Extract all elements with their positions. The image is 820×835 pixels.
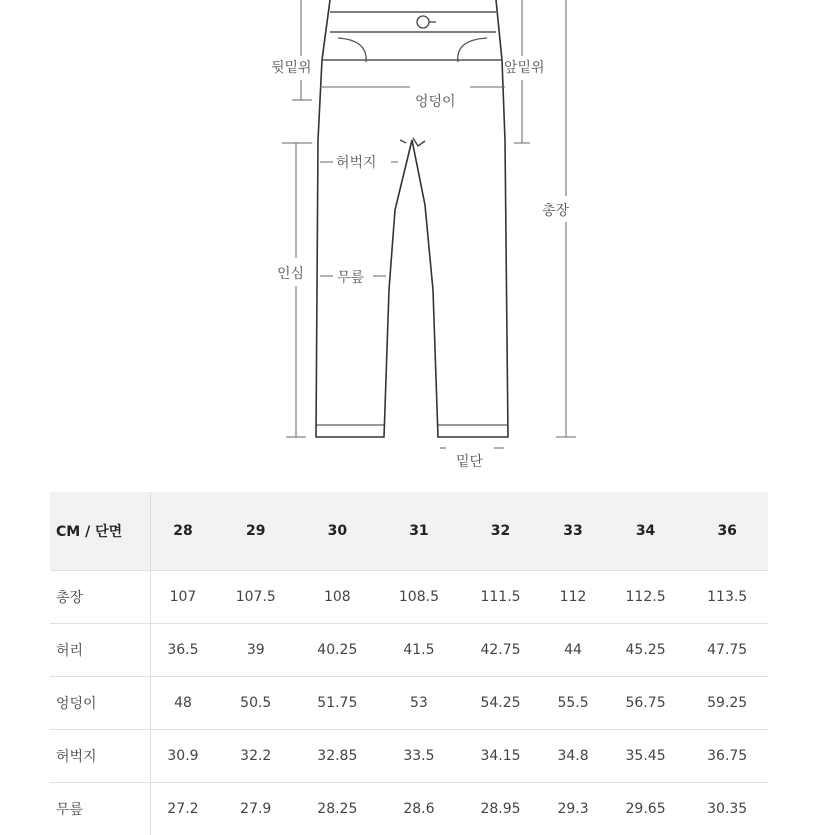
pockets [338,38,487,62]
table-cell: 40.25 [297,624,379,677]
table-cell: 108.5 [378,571,460,624]
table-cell: 28.25 [297,783,379,835]
table-cell: 41.5 [378,624,460,677]
row-label: 총장 [50,571,151,624]
label-back-rise: 뒷밑위 [271,59,312,76]
label-knee: 무릎 [337,270,365,286]
table-row [50,571,768,624]
size-header: 29 [215,492,297,571]
table-cell: 108 [297,571,379,624]
label-thigh: 허벅지 [336,154,377,171]
table-cell: 111.5 [460,571,542,624]
size-header: 31 [378,492,460,571]
pants-outline [316,0,508,437]
table-cell: 27.9 [215,783,297,835]
table-cell: 107 [151,571,215,624]
table-row [50,783,768,835]
table-cell: 45.25 [605,624,687,677]
table-cell: 35.45 [605,730,687,783]
table-cell: 27.2 [151,783,215,835]
table-cell: 32.2 [215,730,297,783]
table-row [50,624,768,677]
table-cell: 33.5 [378,730,460,783]
table-cell: 51.75 [297,677,379,730]
table-cell: 55.5 [541,677,604,730]
label-inseam: 인심 [277,265,304,282]
table-cell: 29.3 [541,783,604,835]
table-cell: 42.75 [460,624,542,677]
table-cell: 112 [541,571,604,624]
table-cell: 56.75 [605,677,687,730]
table-cell: 59.25 [686,677,768,730]
label-front-rise: 앞밑위 [504,59,545,76]
table-row [50,730,768,783]
table-cell: 47.75 [686,624,768,677]
table-cell: 29.65 [605,783,687,835]
table-row [50,677,768,730]
size-header: 33 [541,492,604,571]
size-header: 34 [605,492,687,571]
row-label: 엉덩이 [50,677,151,730]
table-cell: 50.5 [215,677,297,730]
table-cell: 113.5 [686,571,768,624]
table-cell: 30.35 [686,783,768,835]
table-cell: 39 [215,624,297,677]
row-label: 허벅지 [50,730,151,783]
table-cell: 54.25 [460,677,542,730]
size-header: 32 [460,492,542,571]
header-label: CM / 단면 [50,492,151,571]
table-cell: 28.95 [460,783,542,835]
row-label: 무릎 [50,783,151,835]
label-hem: 밑단 [456,453,484,470]
table-cell: 28.6 [378,783,460,835]
size-header: 28 [151,492,215,571]
size-header: 30 [297,492,379,571]
label-total-length: 총장 [542,202,570,219]
table-cell: 30.9 [151,730,215,783]
size-table [50,492,768,835]
table-header-row [50,492,768,571]
size-header: 36 [686,492,768,571]
table-cell: 44 [541,624,604,677]
table-cell: 112.5 [605,571,687,624]
table-cell: 34.15 [460,730,542,783]
table-cell: 48 [151,677,215,730]
table-cell: 36.5 [151,624,215,677]
row-label: 허리 [50,624,151,677]
label-hip: 엉덩이 [415,93,456,110]
table-cell: 34.8 [541,730,604,783]
table-cell: 32.85 [297,730,379,783]
table-cell: 107.5 [215,571,297,624]
waist-button [417,16,436,28]
table-cell: 53 [378,677,460,730]
table-cell: 36.75 [686,730,768,783]
